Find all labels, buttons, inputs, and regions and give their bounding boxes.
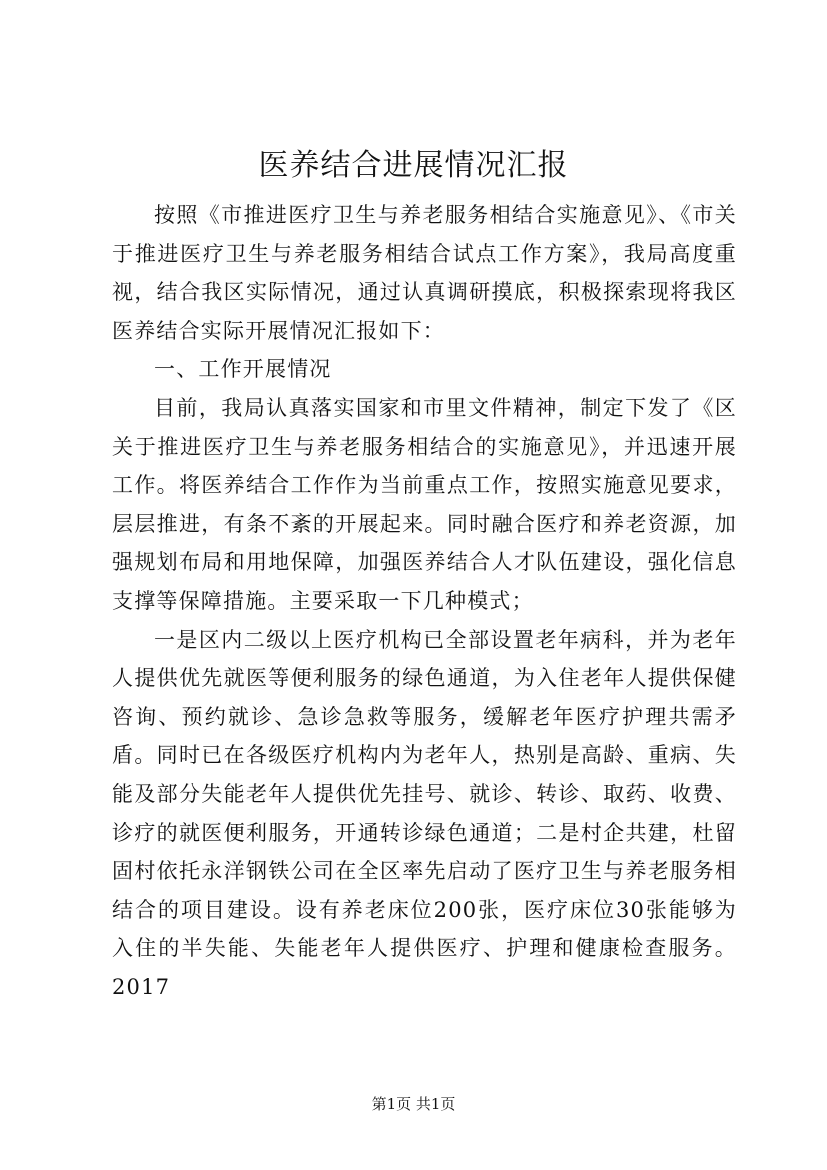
paragraph-models: 一是区内二级以上医疗机构已全部设置老年病科，并为老年人提供优先就医等便利服务的绿色通道，为入住老年人提供保健咨询、预约就诊、急诊急救等服务，缓解老年医疗护理共需矛盾。同时已在各级医疗机构内为老年人，热别是高龄、重病、失能及部分失能老年人提供优先挂号、就诊、转诊、取药、收费、诊疗的就医便利服务，开通转诊绿色通道；二是村企共建，杜留固村依托永洋钢铁公司在全区率先启动了医疗卫生与养老服务相结合的项目建设。设有养老床位200张，医疗床位30张能够为入住的半失能、失能老年人提供医疗、护理和健康检查服务。2017 bbox=[112, 627, 737, 999]
section-heading: 一、工作开展情况 bbox=[154, 357, 332, 382]
paragraph-current-work: 目前，我局认真落实国家和市里文件精神，制定下发了《区关于推进医疗卫生与养老服务相结合的实施意见》，并迅速开展工作。将医养结合工作作为当前重点工作，按照实施意见要求，层层推进，有条不紊的开展起来。同时融合医疗和养老资源，加强规划布局和用地保障，加强医养结合人才队伍建设，强化信息支撑等保障措施。主要采取一下几种模式； bbox=[112, 395, 737, 613]
document-body bbox=[112, 196, 737, 1006]
paragraph-intro: 按照《市推进医疗卫生与养老服务相结合实施意见》、《市关于推进医疗卫生与养老服务相结合试点工作方案》，我局高度重视，结合我区实际情况，通过认真调研摸底，积极探索现将我区医养结合实际开展情况汇报如下： bbox=[112, 203, 737, 343]
document-title: 医养结合进展情况汇报 bbox=[258, 148, 569, 183]
page-footer: 第1页 共1页 bbox=[371, 1095, 456, 1113]
